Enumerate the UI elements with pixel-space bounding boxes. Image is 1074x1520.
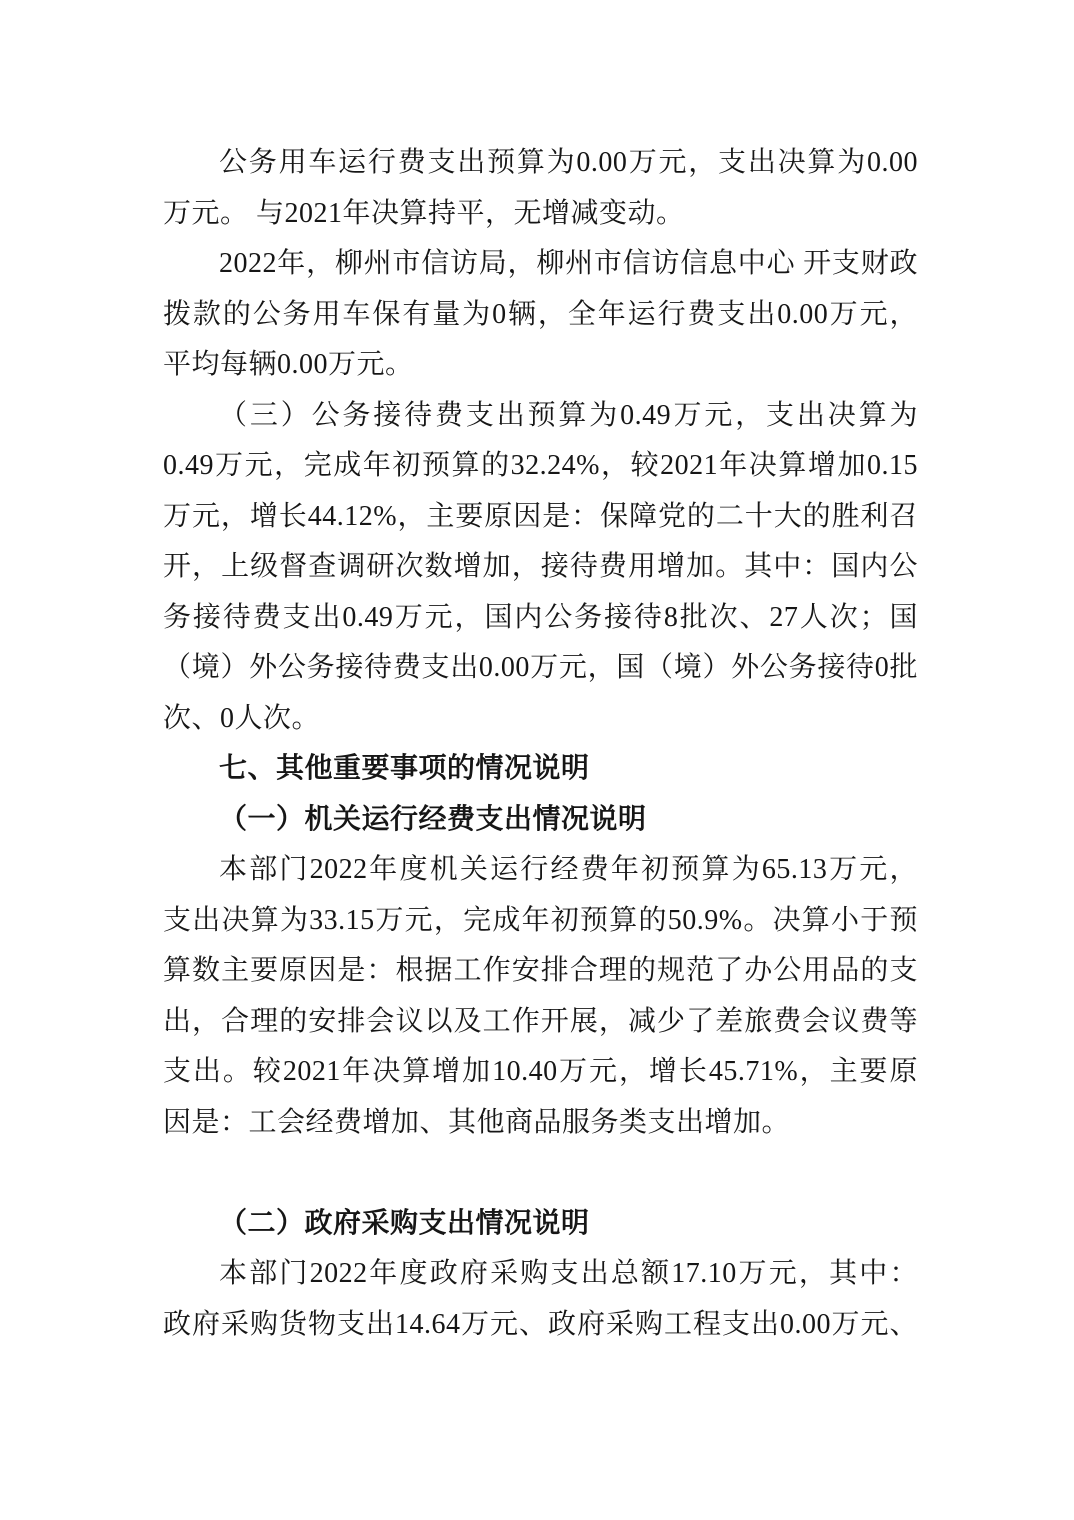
blank-line <box>163 1148 918 1199</box>
text-line: （境）外公务接待费支出0.00万元，国（境）外公务接待0批 <box>163 652 918 683</box>
text-line: 因是：工会经费增加、其他商品服务类支出增加。 <box>163 1106 791 1138</box>
text-line: （三）公务接待费支出预算为0.49万元，支出决算为 <box>219 399 918 431</box>
section-heading: （一）机关运行经费支出情况说明 <box>219 803 647 835</box>
text-line: 次、0人次。 <box>163 702 321 734</box>
text-line: 本部门2022年度政府采购支出总额17.10万元，其中： <box>219 1258 918 1289</box>
text-line: 开，上级督查调研次数增加，接待费用增加。其中：国内公 <box>163 551 918 582</box>
text-line: 政府采购货物支出14.64万元、政府采购工程支出0.00万元、 <box>163 1308 918 1340</box>
text-line: 拨款的公务用车保有量为0辆，全年运行费支出0.00万元， <box>163 298 918 330</box>
text-line: 万元。 与2021年决算持平，无增减变动。 <box>163 197 685 229</box>
text-line: 支出决算为33.15万元，完成年初预算的50.9%。决算小于预 <box>163 904 918 936</box>
section-heading: （二）政府采购支出情况说明 <box>219 1207 590 1239</box>
text-line: 算数主要原因是：根据工作安排合理的规范了办公用品的支 <box>163 955 918 986</box>
text-line: 万元，增长44.12%，主要原因是：保障党的二十大的胜利召 <box>163 500 918 532</box>
text-line: 2022年，柳州市信访局，柳州市信访信息中心 开支财政 <box>219 248 918 279</box>
text-line: 0.49万元，完成年初预算的32.24%，较2021年决算增加0.15 <box>163 450 918 481</box>
text-line: 本部门2022年度机关运行经费年初预算为65.13万元， <box>219 854 918 885</box>
text-line: 务接待费支出0.49万元，国内公务接待8批次、27人次；国 <box>163 601 918 633</box>
text-line: 公务用车运行费支出预算为0.00万元，支出决算为0.00 <box>219 147 918 178</box>
text-line: 支出。较2021年决算增加10.40万元，增长45.71%，主要原 <box>163 1056 918 1087</box>
document-content <box>163 138 918 1350</box>
text-line: 出，合理的安排会议以及工作开展，减少了差旅费会议费等 <box>163 1005 918 1037</box>
section-heading: 七、其他重要事项的情况说明 <box>219 753 590 784</box>
text-line: 平均每辆0.00万元。 <box>163 349 414 380</box>
